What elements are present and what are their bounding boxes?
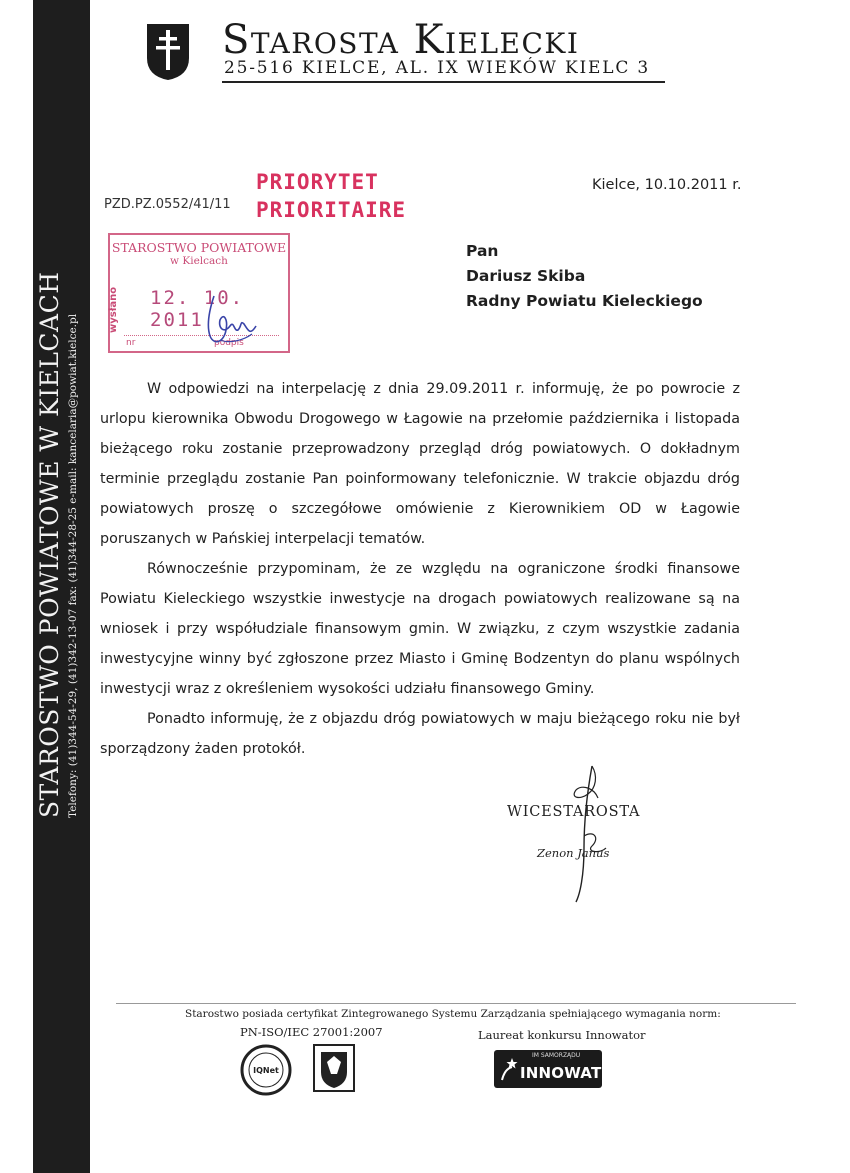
recipient-line: Radny Powiatu Kieleckiego bbox=[466, 292, 703, 310]
pcbc-certification-logo bbox=[313, 1044, 355, 1092]
innowator-logo-wordmark: INNOWATOR bbox=[520, 1064, 627, 1082]
letterhead-address: 25-516 KIELCE, AL. IX WIEKÓW KIELC 3 bbox=[224, 58, 650, 78]
priority-stamp bbox=[256, 168, 406, 224]
stamp-office-city: w Kielcach bbox=[170, 255, 228, 267]
stamp-sent-label: wysłano bbox=[108, 286, 119, 333]
stamp-signature-mark bbox=[200, 290, 280, 352]
stamp-signature-label: podpis bbox=[214, 338, 244, 348]
footer-rule bbox=[116, 1003, 796, 1004]
letterhead-rule bbox=[222, 81, 665, 83]
body-paragraph: W odpowiedzi na interpelację z dnia 29.09.2011 r. informuję, że po powrocie z urlopu kierownika Obwodu Drogowego w Łagowie na przełomie października i listopada bieżącego roku zostanie przeprowadzony przegląd dróg powiatowych. O dokładnym terminie przeglądu zostanie Pan poinformowany telefonicznie. W trakcie objazdu dróg powiatowych proszę o szczegółowe omówienie z Kierownikiem OD w Łagowie poruszanych w Pańskiej interpelacji tematów. bbox=[100, 381, 740, 547]
body-paragraph: Równocześnie przypominam, że ze względu na ograniczone środki finansowe Powiatu Kieleckiego wszystkie inwestycje na drogach powiatowych realizowane są na wniosek i przy współudziale finansowym gmin. W związku, z czym wszystkie zadania inwestycyjne winny być zgłoszone przez Miasto i Gminę Bodzentyn do planu wspólnych inwestycji wraz z określeniem wysokości udziału finansowego Gminy. bbox=[100, 561, 740, 697]
side-strip-title: STAROSTWO POWIATOWE W KIELCACH bbox=[35, 271, 64, 818]
stamp-nr-label: nr bbox=[126, 338, 136, 348]
recipient-line: Pan bbox=[466, 242, 499, 260]
iqnet-certification-logo bbox=[240, 1044, 292, 1096]
body-paragraph: Ponadto informuję, że z objazdu dróg powiatowych w maju bieżącego roku nie był sporządzony żaden protokół. bbox=[100, 711, 740, 757]
footer-iso-standard: PN-ISO/IEC 27001:2007 bbox=[240, 1025, 383, 1039]
reference-number: PZD.PZ.0552/41/11 bbox=[104, 197, 231, 212]
innowator-logo-caption: IM SAMORZĄDU bbox=[532, 1052, 581, 1059]
letter-body bbox=[100, 374, 740, 764]
priority-stamp-line: PRIORITAIRE bbox=[256, 198, 407, 222]
stamp-office-name: STAROSTWO POWIATOWE bbox=[111, 240, 287, 255]
footer-laureat-text: Laureat konkursu Innowator bbox=[478, 1028, 646, 1042]
side-strip-contact: Telefony: (41)344-54-29, (41)342-13-07 fax: (41)344-28-25 e-mail: kancelaria@powiat.kielce.pl bbox=[67, 313, 79, 818]
star-swoosh-icon bbox=[500, 1056, 518, 1082]
priority-stamp-line: PRIORYTET bbox=[256, 170, 379, 194]
footer-certificate-text: Starostwo posiada certyfikat Zintegrowanego Systemu Zarządzania spełniającego wymagania norm: bbox=[185, 1008, 721, 1020]
side-strip bbox=[33, 0, 90, 1173]
recipient-line: Dariusz Skiba bbox=[466, 267, 586, 285]
iqnet-logo-label: IQNet bbox=[253, 1066, 279, 1075]
letterhead-name: Starosta Kielecki bbox=[222, 17, 580, 63]
date-line: Kielce, 10.10.2011 r. bbox=[592, 177, 742, 193]
recipient-block bbox=[466, 239, 703, 314]
stamp-date: 12. 10. 2011 bbox=[150, 287, 245, 331]
signer-title: WICESTAROSTA bbox=[507, 804, 641, 820]
innowator-logo bbox=[494, 1050, 627, 1088]
handwritten-signature bbox=[540, 758, 650, 908]
coat-of-arms-icon bbox=[145, 22, 191, 82]
signer-name: Zenon Janus bbox=[537, 846, 610, 860]
